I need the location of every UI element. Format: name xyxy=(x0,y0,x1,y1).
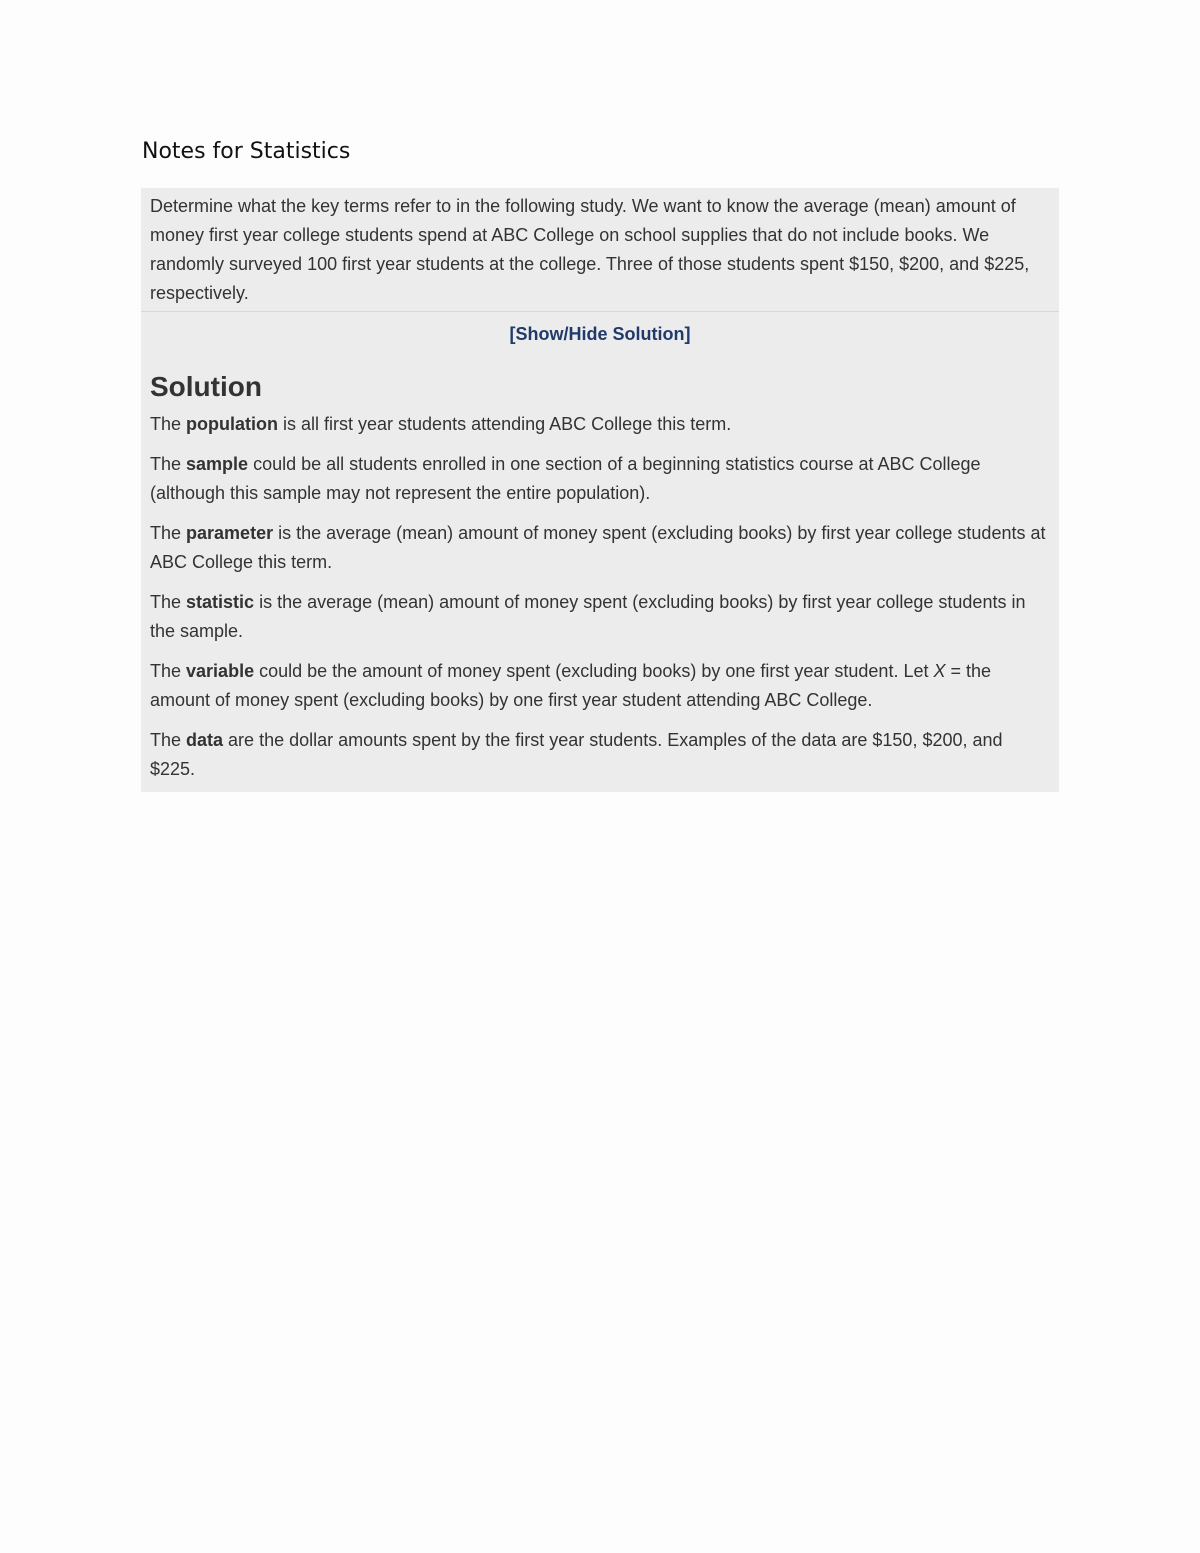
solution-toggle-row xyxy=(141,312,1059,361)
solution-item-text: = the amount of money spent (excluding books) by one first year student attending ABC College. xyxy=(150,661,992,710)
key-term-parameter: parameter xyxy=(186,523,274,543)
solution-section xyxy=(141,370,1059,784)
problem-text: Determine what the key terms refer to in the following study. We want to know the average (mean) amount of money first year college students spend at ABC College on school supplies that do not include books. We randomly surveyed 100 first year students at the college. Three of those students spent $150, $200, and $225, respectively. xyxy=(150,196,1030,303)
key-term-variable: variable xyxy=(186,661,255,681)
solution-item-text: is the average (mean) amount of money spent (excluding books) by first year college students in the sample. xyxy=(150,592,1026,641)
solution-item-text: The xyxy=(150,661,187,681)
solution-item-text: are the dollar amounts spent by the first year students. Examples of the data are $150, $200, and $225. xyxy=(150,730,1003,779)
exercise-box xyxy=(141,188,1059,792)
solution-item-text: The xyxy=(150,730,187,750)
solution-item-statistic xyxy=(150,588,1050,646)
solution-item-text: The xyxy=(150,523,187,543)
solution-item-text: is all first year students attending ABC College this term. xyxy=(278,414,732,434)
variable-symbol: X xyxy=(933,661,946,681)
solution-item-parameter xyxy=(150,519,1050,577)
solution-item-text: is the average (mean) amount of money spent (excluding books) by first year college students at ABC College this term. xyxy=(150,523,1046,572)
key-term-statistic: statistic xyxy=(186,592,255,612)
solution-item-data xyxy=(150,726,1050,784)
solution-heading: Solution xyxy=(150,371,262,402)
solution-item-text: The xyxy=(150,414,187,434)
solution-item-variable xyxy=(150,657,1050,715)
solution-item-population xyxy=(150,410,1050,439)
document-title: Notes for Statistics xyxy=(142,139,351,164)
solution-item-sample xyxy=(150,450,1050,508)
solution-item-text: The xyxy=(150,454,187,474)
key-term-data: data xyxy=(186,730,224,750)
problem-statement xyxy=(141,188,1059,312)
solution-item-text: could be the amount of money spent (excluding books) by one first year student. Let xyxy=(254,661,934,681)
solution-item-text: could be all students enrolled in one section of a beginning statistics course at ABC College (although this sample may not represent the entire population). xyxy=(150,454,981,503)
show-hide-solution-link[interactable]: [Show/Hide Solution] xyxy=(509,324,691,344)
key-term-population: population xyxy=(186,414,279,434)
solution-item-text: The xyxy=(150,592,187,612)
key-term-sample: sample xyxy=(186,454,249,474)
